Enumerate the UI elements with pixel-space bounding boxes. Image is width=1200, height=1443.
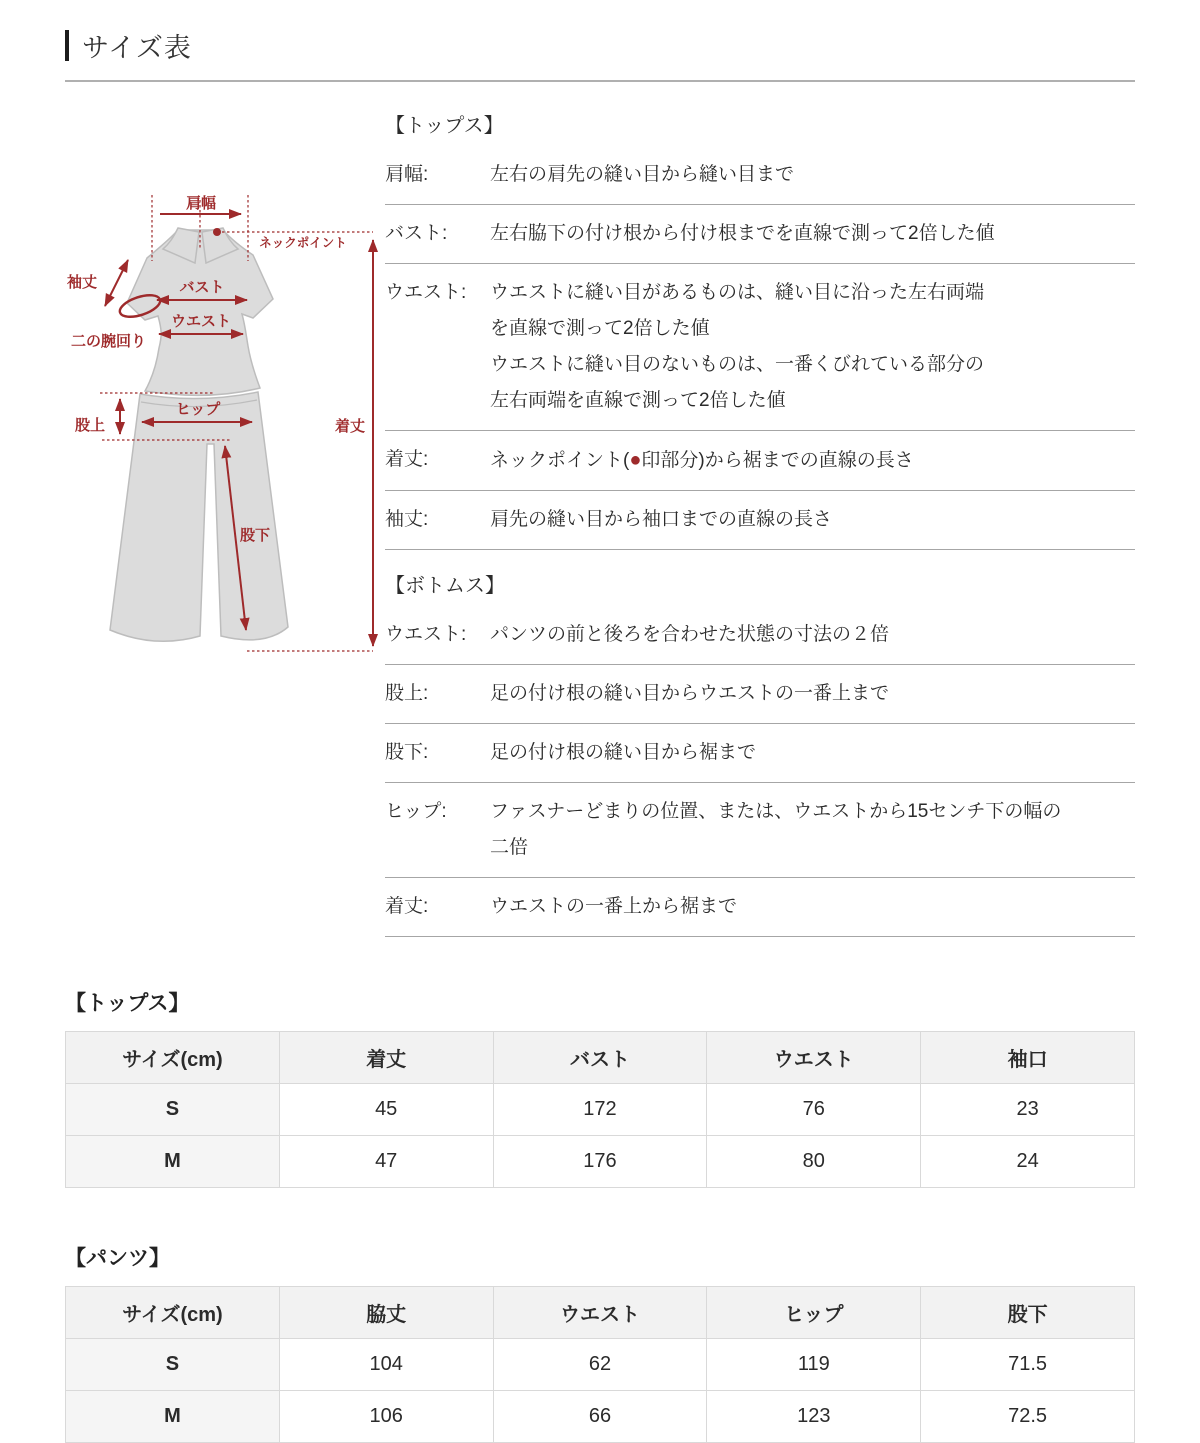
value-cell: 62	[493, 1339, 707, 1391]
definition-term: 股下:	[385, 742, 429, 763]
value-cell: 66	[493, 1391, 707, 1443]
definition-row-length-bottom	[385, 878, 1135, 937]
value-cell: 76	[707, 1084, 921, 1136]
page-title: サイズ表	[82, 33, 192, 63]
header-divider	[65, 80, 1135, 82]
definition-row-hip	[385, 783, 1135, 878]
definition-text: ウエストに縫い目があるものは、縫い目に沿った左右両端 を直線で測って2倍した値 ウエストに縫い目のないものは、一番くびれている部分の 左右両端を直線で測って2倍した値	[490, 282, 985, 411]
page-header	[65, 26, 1135, 65]
bust-label: バスト	[179, 279, 225, 296]
value-cell: 45	[279, 1084, 493, 1136]
rise-label: 股上	[75, 417, 106, 434]
column-header-side-length: 脇丈	[279, 1287, 493, 1339]
definition-text: ネックポイント(●印部分)から裾までの直線の長さ	[490, 449, 914, 471]
column-header-waist: ウエスト	[707, 1032, 921, 1084]
column-header-length: 着丈	[279, 1032, 493, 1084]
table-header-row	[66, 1287, 1135, 1339]
measurement-definitions	[385, 112, 1135, 937]
definition-row-shoulder	[385, 146, 1135, 205]
value-cell: 172	[493, 1084, 707, 1136]
value-cell: 80	[707, 1136, 921, 1188]
neck-point-mark: ●	[629, 449, 642, 471]
sleeve-length-label: 袖丈	[67, 274, 98, 291]
column-header-cuff: 袖口	[921, 1032, 1135, 1084]
table-row-s	[66, 1084, 1135, 1136]
definition-term: 股上:	[385, 683, 429, 704]
value-cell: 104	[279, 1339, 493, 1391]
value-cell: 47	[279, 1136, 493, 1188]
size-cell: M	[66, 1136, 280, 1188]
length-label: 着丈	[334, 418, 365, 435]
value-cell: 176	[493, 1136, 707, 1188]
definition-term: 着丈:	[385, 449, 429, 470]
definition-row-length-top	[385, 431, 1135, 491]
definition-text: 左右脇下の付け根から付け根までを直線で測って2倍した値	[490, 223, 995, 244]
definition-row-waist-top	[385, 264, 1135, 431]
pants-table-section	[65, 1242, 1135, 1443]
definition-text: ウエストの一番上から裾まで	[490, 896, 738, 917]
column-header-size: サイズ(cm)	[66, 1287, 280, 1339]
neck-point-label: ネックポイント	[259, 236, 347, 250]
definition-term: ウエスト:	[385, 282, 467, 303]
hip-label: ヒップ	[175, 401, 221, 418]
column-header-waist: ウエスト	[493, 1287, 707, 1339]
column-header-size: サイズ(cm)	[66, 1032, 280, 1084]
table-header-row	[66, 1032, 1135, 1084]
value-cell: 24	[921, 1136, 1135, 1188]
definition-term: ヒップ:	[385, 801, 447, 822]
upper-arm-label: 二の腕回り	[71, 333, 147, 350]
definition-text: パンツの前と後ろを合わせた状態の寸法の２倍	[490, 624, 890, 645]
definition-text: 足の付け根の縫い目から裾まで	[490, 742, 757, 763]
definition-term: 肩幅:	[385, 164, 429, 185]
definition-row-bust	[385, 205, 1135, 264]
definition-row-inseam	[385, 724, 1135, 783]
value-cell: 71.5	[921, 1339, 1135, 1391]
value-cell: 23	[921, 1084, 1135, 1136]
waist-label: ウエスト	[170, 313, 232, 330]
size-cell: S	[66, 1084, 280, 1136]
table-row-s	[66, 1339, 1135, 1391]
tops-table-heading: 【トップス】	[65, 992, 190, 1015]
column-header-inseam: 股下	[921, 1287, 1135, 1339]
pants-table-heading: 【パンツ】	[65, 1247, 170, 1270]
inseam-label: 股下	[240, 527, 271, 544]
measurement-diagram	[65, 112, 385, 937]
value-cell: 106	[279, 1391, 493, 1443]
tops-table-section	[65, 987, 1135, 1188]
tops-guide-heading: 【トップス】	[385, 115, 504, 137]
size-cell: S	[66, 1339, 280, 1391]
bottoms-guide-heading: 【ボトムス】	[385, 575, 505, 597]
column-header-hip: ヒップ	[707, 1287, 921, 1339]
sleeve-length-arrow	[105, 260, 128, 306]
definition-row-waist-bottom	[385, 606, 1135, 665]
measurement-guide-section	[65, 112, 1135, 937]
value-cell: 123	[707, 1391, 921, 1443]
definition-row-rise	[385, 665, 1135, 724]
definition-row-sleeve	[385, 491, 1135, 550]
table-row-m	[66, 1136, 1135, 1188]
value-cell: 72.5	[921, 1391, 1135, 1443]
table-row-m	[66, 1391, 1135, 1443]
definition-term: ウエスト:	[385, 624, 467, 645]
title-accent-bar	[65, 30, 69, 61]
definition-term: バスト:	[385, 223, 448, 244]
definition-term: 着丈:	[385, 896, 429, 917]
value-cell: 119	[707, 1339, 921, 1391]
definition-text: 足の付け根の縫い目からウエストの一番上まで	[490, 683, 890, 704]
size-cell: M	[66, 1391, 280, 1443]
definition-term: 袖丈:	[385, 509, 429, 530]
definition-text: 肩先の縫い目から袖口までの直線の長さ	[490, 509, 833, 530]
pants-illustration	[110, 392, 288, 641]
definition-text: 左右の肩先の縫い目から縫い目まで	[490, 164, 795, 185]
column-header-bust: バスト	[493, 1032, 707, 1084]
definition-text: ファスナーどまりの位置、または、ウエストから15センチ下の幅の 二倍	[490, 801, 1062, 858]
size-diagram-illustration	[65, 168, 385, 668]
tops-size-table	[65, 1031, 1135, 1188]
shoulder-width-label: 肩幅	[185, 195, 217, 212]
pants-size-table	[65, 1286, 1135, 1443]
